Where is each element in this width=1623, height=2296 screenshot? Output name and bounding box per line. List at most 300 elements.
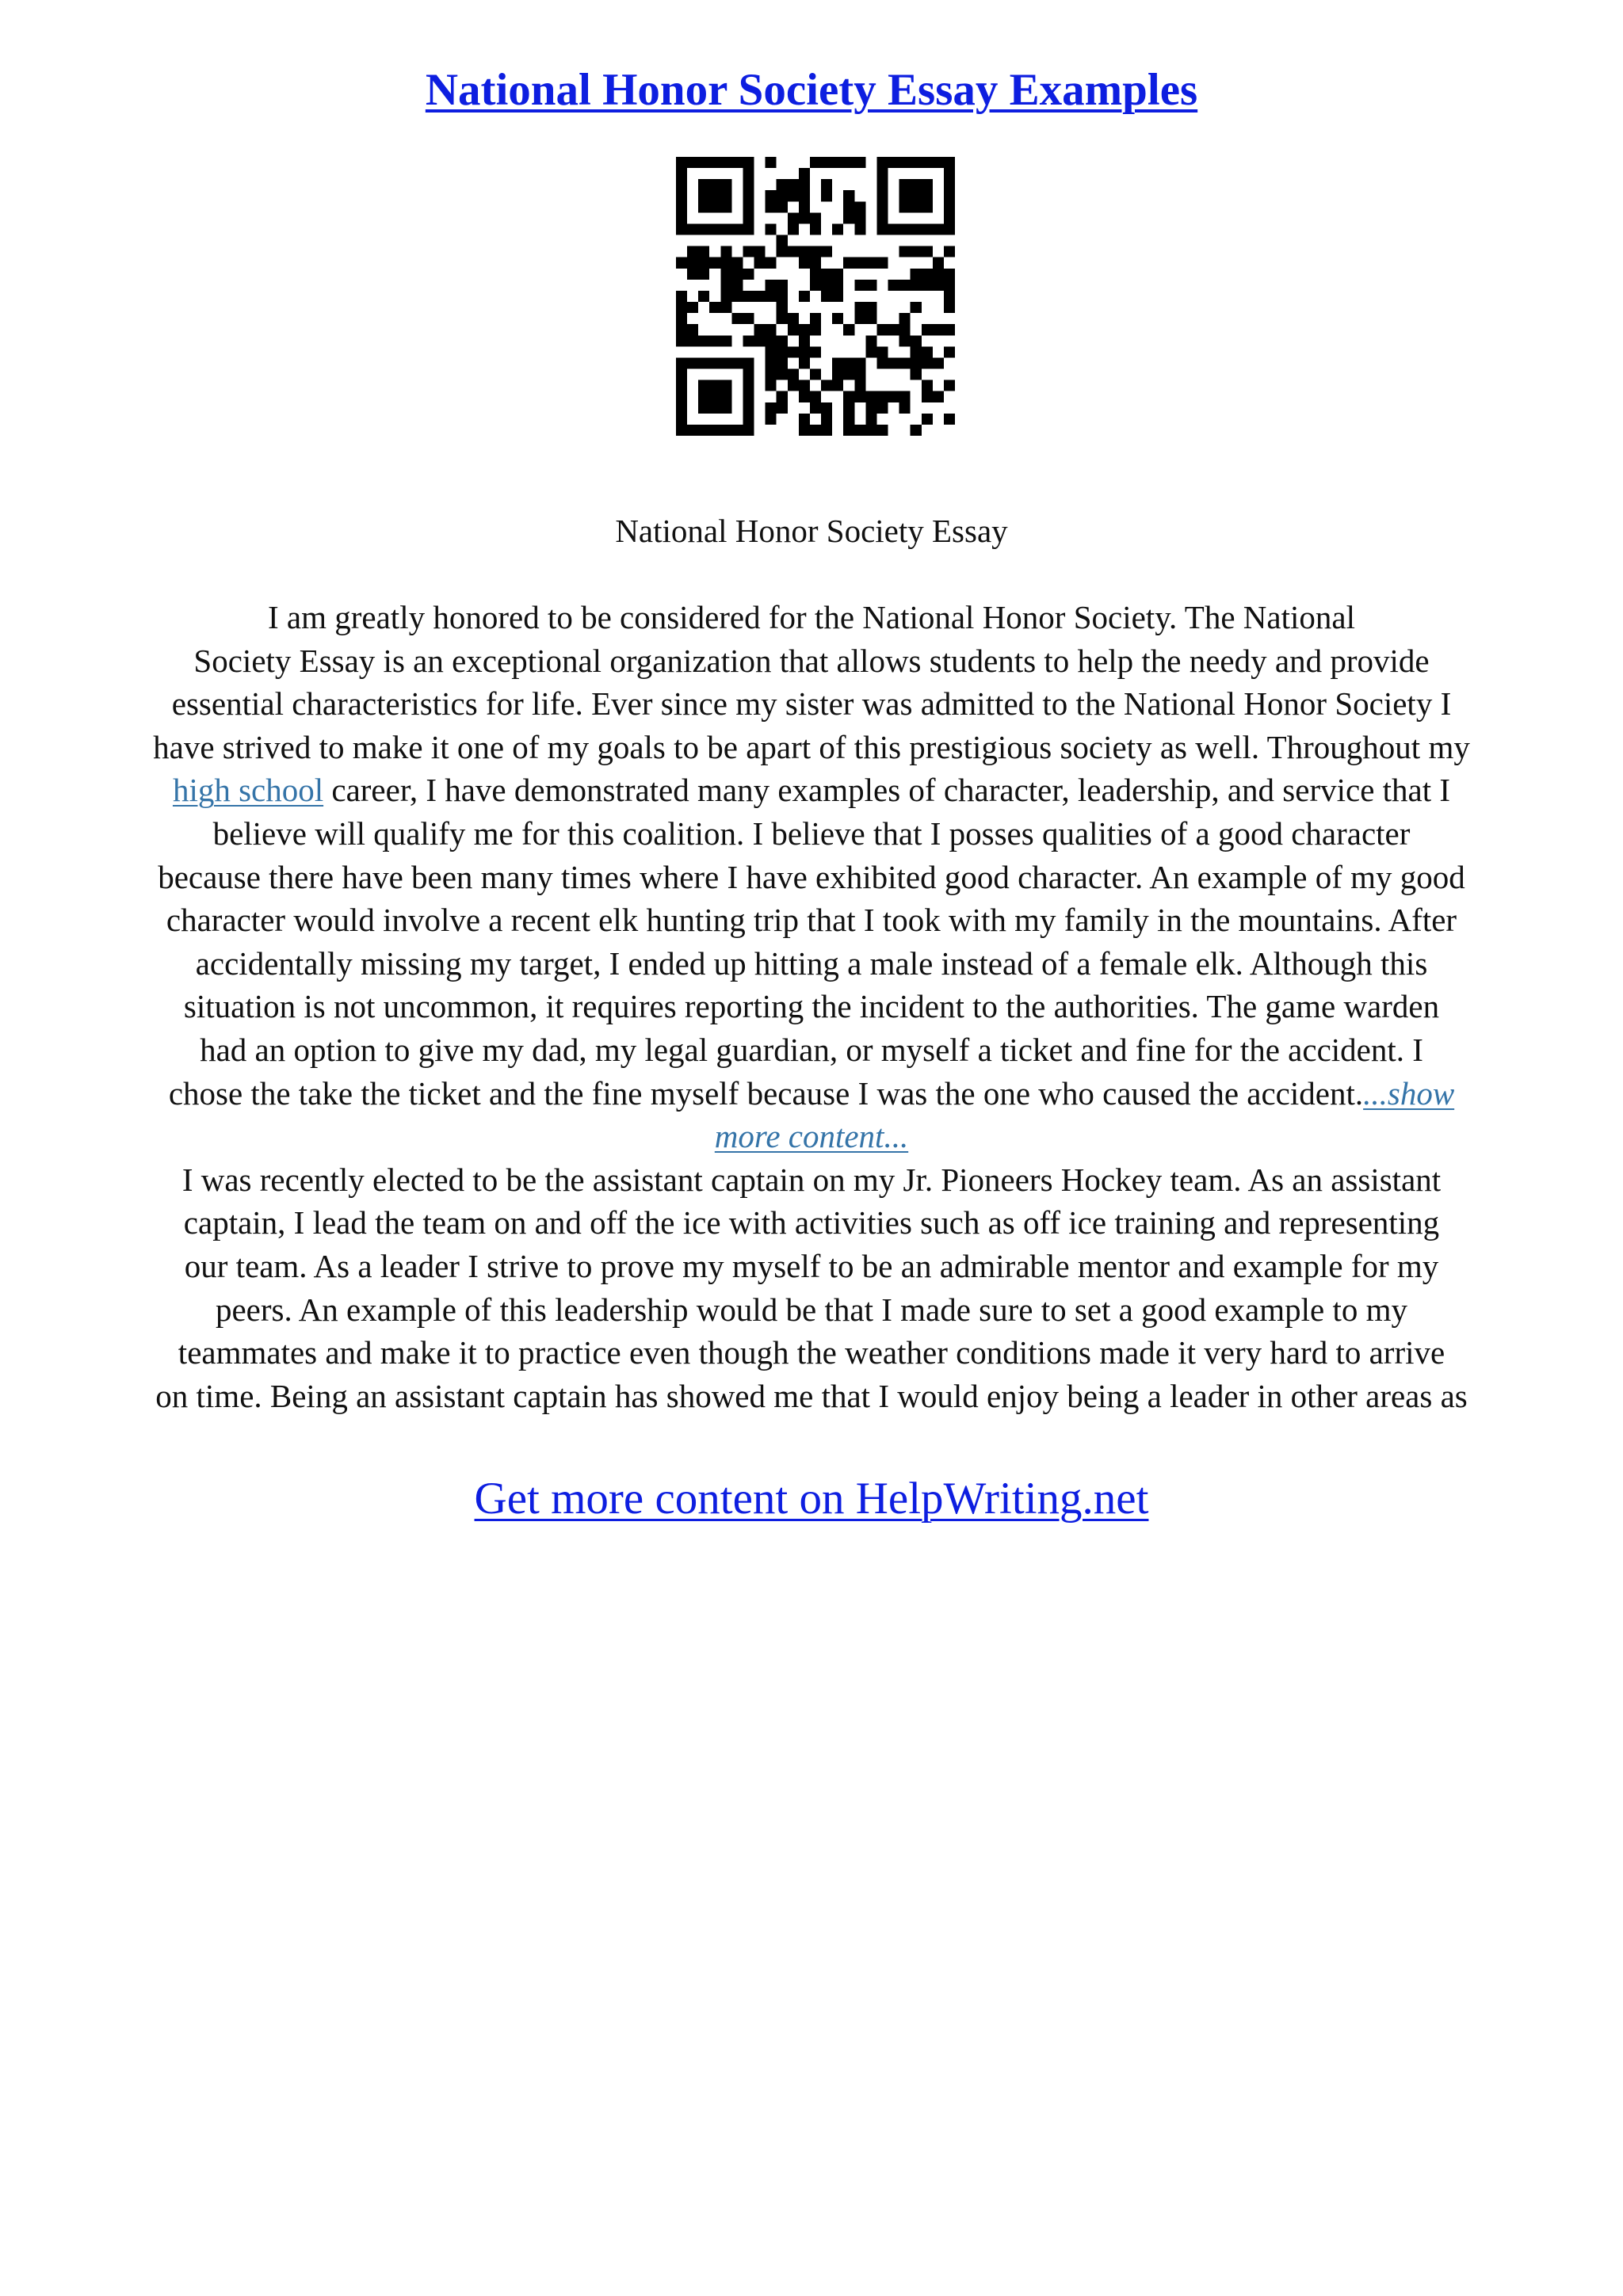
qr-module	[676, 291, 687, 302]
qr-module	[922, 246, 933, 257]
qr-module	[743, 380, 754, 391]
qr-module	[944, 324, 955, 335]
qr-module	[911, 425, 922, 436]
qr-module	[709, 302, 720, 313]
qr-module	[799, 391, 810, 402]
qr-module	[766, 223, 777, 235]
qr-module	[777, 313, 788, 324]
qr-module	[698, 157, 709, 168]
qr-module	[944, 269, 955, 280]
qr-module	[777, 357, 788, 368]
qr-module	[743, 291, 754, 302]
qr-module	[676, 212, 687, 223]
qr-module	[676, 201, 687, 212]
qr-module	[676, 179, 687, 190]
qr-module	[944, 223, 955, 235]
qr-module	[876, 201, 888, 212]
qr-module	[754, 324, 766, 335]
qr-module	[709, 223, 720, 235]
qr-module	[832, 291, 843, 302]
qr-module	[854, 380, 865, 391]
qr-module	[865, 402, 876, 414]
qr-module	[754, 335, 766, 346]
essay-line: teammates and make it to practice even though the weather conditions made it very hard to arrive	[178, 1334, 1445, 1371]
qr-module	[766, 280, 777, 291]
qr-module	[944, 201, 955, 212]
qr-module	[788, 246, 799, 257]
qr-module	[743, 179, 754, 190]
qr-module	[720, 380, 731, 391]
essay-line: have strived to make it one of my goals to be apart of this prestigious society as well. Throughout my	[153, 728, 1470, 765]
qr-module	[799, 190, 810, 201]
qr-module	[687, 246, 698, 257]
qr-module	[676, 223, 687, 235]
get-more-content-link[interactable]: Get more content on HelpWriting.net	[474, 1474, 1149, 1524]
qr-module	[766, 335, 777, 346]
cta-section	[0, 1467, 1623, 1531]
qr-module	[899, 246, 911, 257]
qr-module	[743, 357, 754, 368]
document-title	[0, 59, 1623, 122]
qr-module	[687, 269, 698, 280]
qr-module	[821, 246, 832, 257]
qr-module	[888, 157, 899, 168]
qr-module	[731, 357, 743, 368]
qr-module	[899, 335, 911, 346]
qr-module	[843, 425, 854, 436]
show-more-link[interactable]: ...show	[1363, 1074, 1455, 1112]
qr-module	[922, 179, 933, 190]
qr-module	[766, 357, 777, 368]
qr-module	[832, 357, 843, 368]
qr-module	[777, 369, 788, 380]
qr-module	[731, 280, 743, 291]
qr-module	[743, 269, 754, 280]
essay-line	[48, 769, 1575, 812]
qr-module	[698, 291, 709, 302]
qr-module	[821, 425, 832, 436]
essay-line: captain, I lead the team on and off the ice with activities such as off ice training and representing	[183, 1204, 1440, 1241]
qr-module	[743, 168, 754, 179]
qr-module	[676, 369, 687, 380]
qr-module	[676, 357, 687, 368]
qr-module	[676, 425, 687, 436]
qr-module	[911, 190, 922, 201]
qr-module	[821, 380, 832, 391]
qr-module	[777, 280, 788, 291]
qr-module	[876, 223, 888, 235]
qr-module	[766, 190, 777, 201]
qr-module	[720, 157, 731, 168]
qr-module	[843, 391, 854, 402]
qr-module	[799, 425, 810, 436]
qr-module	[698, 246, 709, 257]
qr-module	[743, 414, 754, 425]
qr-module	[766, 291, 777, 302]
qr-module	[854, 280, 865, 291]
qr-module	[709, 179, 720, 190]
qr-module	[832, 157, 843, 168]
qr-module	[899, 190, 911, 201]
qr-module	[876, 257, 888, 269]
qr-module	[810, 246, 821, 257]
qr-module	[777, 190, 788, 201]
qr-module	[698, 190, 709, 201]
qr-module	[933, 269, 944, 280]
qr-code-graphic	[676, 157, 955, 436]
qr-module	[698, 335, 709, 346]
qr-module	[766, 402, 777, 414]
qr-module	[788, 346, 799, 357]
qr-module	[687, 335, 698, 346]
qr-module	[876, 402, 888, 414]
qr-module	[687, 257, 698, 269]
qr-module	[720, 391, 731, 402]
qr-module	[832, 280, 843, 291]
qr-module	[709, 391, 720, 402]
qr-module	[922, 201, 933, 212]
qr-module	[754, 257, 766, 269]
qr-module	[843, 190, 854, 201]
qr-module	[766, 324, 777, 335]
qr-module	[788, 369, 799, 380]
qr-module	[788, 313, 799, 324]
qr-module	[743, 212, 754, 223]
qr-module	[810, 391, 821, 402]
qr-module	[788, 179, 799, 190]
qr-module	[821, 280, 832, 291]
qr-module	[709, 190, 720, 201]
qr-module	[911, 280, 922, 291]
qr-module	[911, 269, 922, 280]
qr-module	[810, 157, 821, 168]
qr-module	[766, 257, 777, 269]
qr-module	[944, 302, 955, 313]
qr-module	[743, 190, 754, 201]
qr-module	[911, 157, 922, 168]
qr-module	[731, 269, 743, 280]
essay-line: accidentally missing my target, I ended up hitting a male instead of a female elk. Although this	[195, 944, 1428, 982]
qr-module	[933, 324, 944, 335]
title-link[interactable]: National Honor Society Essay Examples	[425, 65, 1198, 115]
qr-module	[687, 425, 698, 436]
qr-module	[731, 257, 743, 269]
qr-module	[810, 257, 821, 269]
qr-module	[832, 269, 843, 280]
qr-module	[876, 324, 888, 335]
qr-module	[743, 335, 754, 346]
qr-module	[843, 357, 854, 368]
qr-module	[944, 380, 955, 391]
qr-module	[899, 402, 911, 414]
qr-module	[676, 313, 687, 324]
qr-module	[832, 369, 843, 380]
qr-module	[876, 357, 888, 368]
qr-module	[676, 380, 687, 391]
qr-module	[676, 324, 687, 335]
essay-line: believe will qualify me for this coalition. I believe that I posses qualities of a good character	[212, 814, 1411, 852]
qr-module	[766, 369, 777, 380]
qr-module	[788, 223, 799, 235]
qr-module	[843, 324, 854, 335]
qr-module	[799, 257, 810, 269]
qr-module	[899, 391, 911, 402]
qr-module	[777, 346, 788, 357]
qr-module	[799, 357, 810, 368]
qr-module	[810, 324, 821, 335]
qr-module	[888, 280, 899, 291]
essay-line	[48, 1115, 1575, 1158]
qr-module	[944, 190, 955, 201]
qr-module	[944, 346, 955, 357]
qr-module	[922, 280, 933, 291]
qr-module	[810, 280, 821, 291]
qr-module	[911, 335, 922, 346]
qr-module	[777, 235, 788, 246]
qr-module	[876, 391, 888, 402]
qr-module	[743, 157, 754, 168]
qr-module	[933, 157, 944, 168]
qr-module	[944, 246, 955, 257]
qr-module	[933, 357, 944, 368]
qr-module	[899, 179, 911, 190]
qr-module	[720, 291, 731, 302]
qr-module	[944, 157, 955, 168]
qr-module	[899, 201, 911, 212]
qr-module	[899, 324, 911, 335]
qr-module	[899, 223, 911, 235]
essay-line	[48, 1072, 1575, 1116]
qr-module	[911, 201, 922, 212]
qr-module	[698, 380, 709, 391]
qr-module	[888, 223, 899, 235]
qr-module	[709, 335, 720, 346]
qr-module	[777, 402, 788, 414]
qr-module	[832, 313, 843, 324]
qr-module	[933, 391, 944, 402]
qr-module	[709, 380, 720, 391]
qr-module	[911, 357, 922, 368]
more-content-link[interactable]: more content...	[714, 1118, 909, 1155]
qr-module	[810, 425, 821, 436]
qr-module	[698, 402, 709, 414]
qr-module	[810, 313, 821, 324]
qr-module	[922, 190, 933, 201]
qr-module	[709, 402, 720, 414]
qr-module	[731, 291, 743, 302]
qr-module	[743, 425, 754, 436]
qr-module	[854, 357, 865, 368]
qr-module	[810, 402, 821, 414]
qr-module	[799, 212, 810, 223]
qr-module	[944, 168, 955, 179]
qr-module	[799, 335, 810, 346]
qr-module	[843, 257, 854, 269]
qr-module	[843, 201, 854, 212]
essay-line: situation is not uncommon, it requires reporting the incident to the authorities. The game warden	[183, 988, 1440, 1025]
qr-module	[888, 391, 899, 402]
qr-module	[888, 324, 899, 335]
qr-module	[821, 402, 832, 414]
qr-module	[854, 302, 865, 313]
qr-module	[720, 425, 731, 436]
essay-line: on time. Being an assistant captain has showed me that I would enjoy being a leader in other areas as	[155, 1377, 1468, 1414]
qr-module	[922, 157, 933, 168]
essay-line: I am greatly honored to be considered for the National Honor Society. The National	[268, 599, 1355, 635]
qr-module	[720, 302, 731, 313]
qr-module	[676, 168, 687, 179]
qr-module	[899, 313, 911, 324]
essay-line: essential characteristics for life. Ever since my sister was admitted to the National Honor Society I	[171, 685, 1452, 723]
qr-module	[911, 246, 922, 257]
qr-module	[788, 324, 799, 335]
qr-module	[720, 402, 731, 414]
essay-line-text: career, I have demonstrated many examples of character, leadership, and service that I	[323, 772, 1451, 809]
qr-module	[821, 190, 832, 201]
qr-module	[922, 223, 933, 235]
qr-module	[777, 291, 788, 302]
qr-module	[854, 157, 865, 168]
qr-module	[799, 291, 810, 302]
qr-module	[754, 246, 766, 257]
qr-module	[788, 212, 799, 223]
qr-module	[766, 201, 777, 212]
qr-module	[922, 357, 933, 368]
qr-module	[922, 346, 933, 357]
qr-module	[676, 335, 687, 346]
qr-module	[766, 346, 777, 357]
qr-module	[731, 313, 743, 324]
qr-module	[865, 425, 876, 436]
qr-module	[743, 402, 754, 414]
qr-module	[843, 157, 854, 168]
qr-module	[676, 414, 687, 425]
qr-module	[754, 291, 766, 302]
qr-module	[821, 179, 832, 190]
qr-module	[698, 223, 709, 235]
qr-module	[854, 391, 865, 402]
qr-module	[832, 380, 843, 391]
essay-line: Society Essay is an exceptional organization that allows students to help the needy and provide	[193, 642, 1430, 679]
qr-module	[821, 291, 832, 302]
qr-module	[799, 168, 810, 179]
qr-module	[720, 223, 731, 235]
qr-module	[810, 223, 821, 235]
qr-module	[911, 369, 922, 380]
qr-module	[799, 246, 810, 257]
qr-module	[854, 369, 865, 380]
qr-module	[676, 157, 687, 168]
qr-module	[821, 414, 832, 425]
qr-module	[687, 357, 698, 368]
qr-module	[899, 357, 911, 368]
qr-module	[888, 357, 899, 368]
qr-module	[720, 357, 731, 368]
qr-module	[676, 302, 687, 313]
qr-module	[720, 190, 731, 201]
qr-module	[720, 246, 731, 257]
qr-module	[854, 257, 865, 269]
qr-module	[743, 313, 754, 324]
qr-module	[709, 157, 720, 168]
qr-module	[766, 414, 777, 425]
qr-module	[743, 246, 754, 257]
essay-subtitle: National Honor Society Essay	[615, 513, 1008, 549]
qr-module	[876, 425, 888, 436]
essay-line: character would involve a recent elk hunting trip that I took with my family in the mountains. After	[166, 902, 1457, 939]
qr-module	[911, 223, 922, 235]
essay-line: our team. As a leader I strive to prove my myself to be an admirable mentor and example for my	[184, 1247, 1439, 1284]
qr-module	[720, 269, 731, 280]
qr-code-image	[676, 157, 955, 436]
qr-module	[743, 369, 754, 380]
qr-module	[876, 157, 888, 168]
qr-module	[876, 190, 888, 201]
qr-module	[933, 257, 944, 269]
qr-module	[743, 223, 754, 235]
qr-module	[720, 335, 731, 346]
qr-module	[865, 280, 876, 291]
qr-module	[821, 157, 832, 168]
qr-module	[899, 280, 911, 291]
qr-module	[777, 201, 788, 212]
qr-module	[922, 414, 933, 425]
qr-module	[854, 223, 865, 235]
qr-module	[799, 346, 810, 357]
high-school-link[interactable]: high school	[172, 772, 324, 809]
qr-module	[810, 269, 821, 280]
qr-module	[843, 402, 854, 414]
qr-module	[865, 391, 876, 402]
qr-module	[922, 269, 933, 280]
qr-module	[799, 380, 810, 391]
qr-module	[865, 313, 876, 324]
qr-module	[709, 357, 720, 368]
qr-module	[922, 324, 933, 335]
qr-module	[865, 335, 876, 346]
qr-module	[876, 179, 888, 190]
qr-module	[876, 346, 888, 357]
qr-module	[922, 380, 933, 391]
qr-module	[698, 269, 709, 280]
qr-module	[766, 157, 777, 168]
qr-module	[944, 280, 955, 291]
qr-module	[810, 346, 821, 357]
qr-module	[731, 223, 743, 235]
qr-module	[933, 280, 944, 291]
qr-module	[944, 414, 955, 425]
qr-module	[944, 212, 955, 223]
qr-module	[720, 179, 731, 190]
qr-module	[843, 414, 854, 425]
qr-module	[788, 380, 799, 391]
qr-module	[876, 212, 888, 223]
qr-module	[788, 190, 799, 201]
essay-line: had an option to give my dad, my legal guardian, or myself a ticket and fine for the accident. I	[200, 1031, 1423, 1068]
qr-module	[743, 201, 754, 212]
qr-module	[832, 223, 843, 235]
essay-line: I was recently elected to be the assistant captain on my Jr. Pioneers Hockey team. As an assistant	[181, 1161, 1442, 1198]
qr-module	[687, 157, 698, 168]
qr-module	[799, 324, 810, 335]
qr-module	[911, 179, 922, 190]
qr-module	[854, 201, 865, 212]
qr-module	[944, 291, 955, 302]
qr-module	[698, 425, 709, 436]
qr-module	[810, 212, 821, 223]
qr-module	[799, 201, 810, 212]
qr-module	[676, 190, 687, 201]
